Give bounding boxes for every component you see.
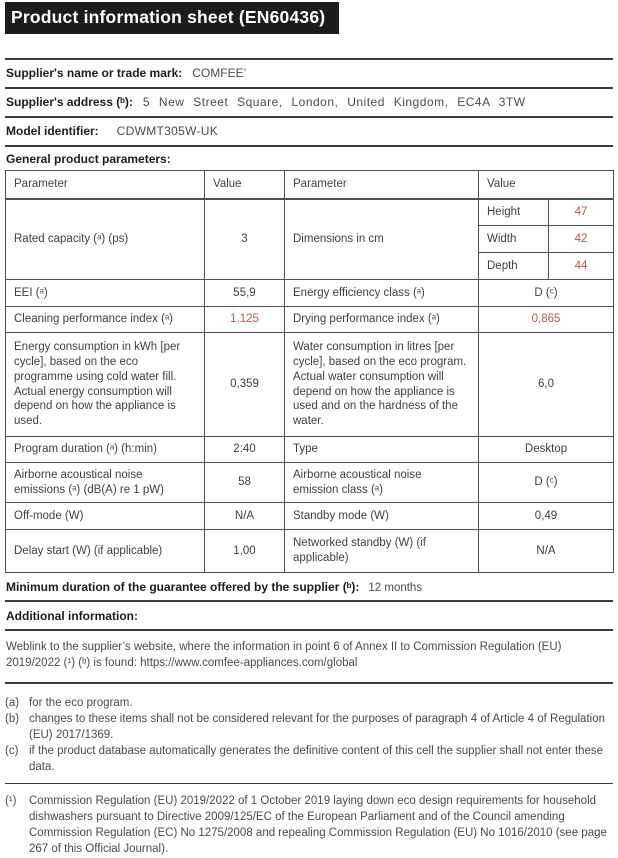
page-title: Product information sheet (EN60436)	[5, 2, 339, 34]
off-mode-value: N/A	[205, 503, 285, 530]
guarantee-value: 12 months	[368, 582, 423, 594]
off-mode-param: Off-mode (W)	[6, 503, 205, 530]
supplier-name-value: COMFEE’	[192, 66, 247, 80]
delay-start-param: Delay start (W) (if applicable)	[6, 530, 205, 573]
energy-class-value: D (ᶜ)	[479, 280, 614, 307]
dimension-depth-value: 44	[549, 253, 614, 280]
header-value-left: Value	[205, 171, 285, 199]
noise-class-param: Airborne acoustical noise emission class (ᵃ)	[285, 463, 479, 503]
footnote-a-text: for the eco program.	[29, 696, 133, 709]
guarantee-row	[5, 573, 613, 602]
additional-information-heading: Additional information:	[5, 602, 613, 631]
supplier-address-label: Supplier's address (ᵇ):	[6, 95, 133, 109]
cleaning-index-param: Cleaning performance index (ᵃ)	[6, 307, 205, 333]
type-param: Type	[285, 437, 479, 463]
footnote-a	[5, 695, 613, 711]
table-header-row	[6, 171, 614, 199]
program-duration-param: Program duration (ᵃ) (h:min)	[6, 437, 205, 463]
eei-value: 55,9	[205, 280, 285, 307]
energy-consumption-param: Energy consumption in kWh [per cycle], based on the eco programme using cold water fill. Actual energy consumption will depend on how the appliance is used.	[6, 333, 205, 437]
weblink-text: Weblink to the supplier’s website, where the information in point 6 of Annex II to Commission Regulation (EU) 2019/2022 (¹) (ᵇ) is found:	[6, 641, 562, 669]
parameters-table	[5, 170, 614, 573]
rated-capacity-value: 3	[205, 199, 285, 280]
row-noise	[6, 463, 614, 503]
water-consumption-value: 6,0	[479, 333, 614, 437]
regulation-footnote-text: Commission Regulation (EU) 2019/2022 of 1 October 2019 laying down eco design requirements for household dishwashers pursuant to Directive 2009/125/EC of the European Parliament and of the Council amending Commission Regulation (EC) No 1275/2008 and repealing Commission Regulation (EU) No 1016/2010 (see page 267 of this Official Journal).	[29, 795, 607, 856]
footnote-divider	[5, 783, 613, 784]
rated-capacity-param: Rated capacity (ᵃ) (ps)	[6, 199, 205, 280]
footnote-b-text: changes to these items shall not be considered relevant for the purposes of paragraph 4 of Article 4 of Regulation (EU) 2017/1369.	[29, 712, 605, 741]
weblink-paragraph	[5, 631, 613, 684]
drying-index-param: Drying performance index (ᵃ)	[285, 307, 479, 333]
program-duration-value: 2:40	[205, 437, 285, 463]
dimension-height-label: Height	[479, 199, 549, 226]
row-program-duration	[6, 437, 614, 463]
energy-consumption-value: 0,359	[205, 333, 285, 437]
water-consumption-param: Water consumption in litres [per cycle], based on the eco program. Actual water consumption will depend on how the appliance is used and on the hardness of the water.	[285, 333, 479, 437]
header-value-right: Value	[479, 171, 614, 199]
footnote-a-marker: (a)	[5, 696, 20, 709]
noise-emissions-param: Airborne acoustical noise emissions (ᵃ) (dB(A) re 1 pW)	[6, 463, 205, 503]
row-delay-start	[6, 530, 614, 573]
row-consumption	[6, 333, 614, 437]
row-rated-capacity-height	[6, 199, 614, 226]
dimension-height-value: 47	[549, 199, 614, 226]
standby-mode-value: 0,49	[479, 503, 614, 530]
footnote-c	[5, 743, 613, 775]
guarantee-label: Minimum duration of the guarantee offered by the supplier (ᵇ):	[6, 580, 360, 594]
delay-start-value: 1,00	[205, 530, 285, 573]
header-parameter-right: Parameter	[285, 171, 479, 199]
dimensions-param: Dimensions in cm	[285, 199, 479, 280]
cleaning-index-value: 1,125	[205, 307, 285, 333]
networked-standby-param: Networked standby (W) (if applicable)	[285, 530, 479, 573]
supplier-name-row	[5, 58, 613, 87]
noise-emissions-value: 58	[205, 463, 285, 503]
supplier-address-value: 5 New Street Square, London, United Kingdom, EC4A 3TW	[142, 95, 526, 109]
header-parameter-left: Parameter	[6, 171, 205, 199]
dimension-depth-label: Depth	[479, 253, 549, 280]
model-identifier-value: CDWMT305W-UK	[116, 124, 219, 138]
regulation-footnote-marker: (¹)	[5, 795, 17, 808]
standby-mode-param: Standby mode (W)	[285, 503, 479, 530]
eei-param: EEI (ᵃ)	[6, 280, 205, 307]
dimension-width-value: 42	[549, 226, 614, 253]
dimension-width-label: Width	[479, 226, 549, 253]
type-value: Desktop	[479, 437, 614, 463]
noise-class-value: D (ᶜ)	[479, 463, 614, 503]
general-parameters-heading: General product parameters:	[6, 152, 171, 166]
supplier-address-row	[5, 87, 613, 116]
supplier-name-label: Supplier's name or trade mark:	[6, 66, 183, 80]
networked-standby-value: N/A	[479, 530, 614, 573]
footnote-c-marker: (c)	[5, 745, 19, 757]
footnote-c-text: if the product database automatically generates the definitive content of this cell the supplier shall not enter these data.	[29, 745, 604, 774]
row-cleaning-index	[6, 307, 614, 333]
model-identifier-row	[5, 116, 613, 147]
energy-class-param: Energy efficiency class (ᵃ)	[285, 280, 479, 307]
regulation-footnote	[5, 793, 613, 857]
supplier-weblink[interactable]: https://www.comfee-appliances.com/global	[140, 656, 358, 669]
footnotes-block	[5, 695, 613, 858]
drying-index-value: 0,865	[479, 307, 614, 333]
supplier-info-block	[5, 58, 613, 147]
row-eei	[6, 280, 614, 307]
model-identifier-label: Model identifier:	[6, 124, 99, 138]
footnote-b-marker: (b)	[5, 712, 20, 725]
footnote-b	[5, 711, 613, 743]
row-off-mode	[6, 503, 614, 530]
